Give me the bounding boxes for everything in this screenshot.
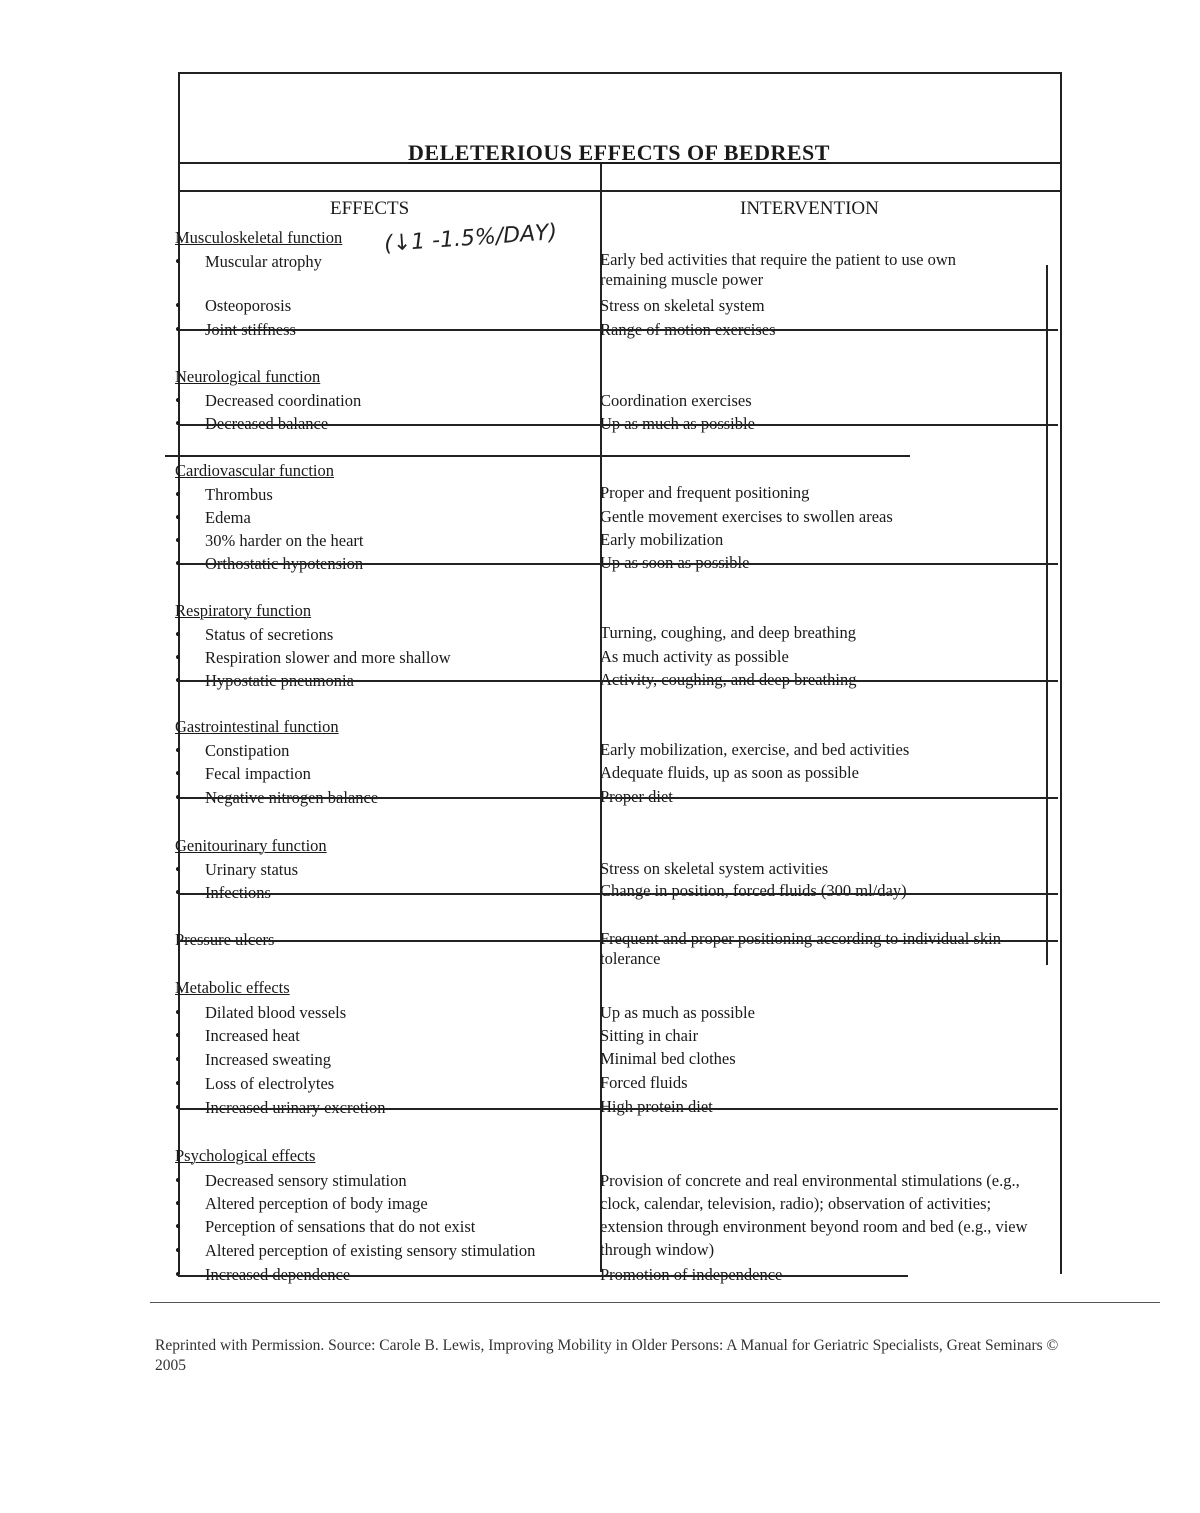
effect-item: Infections <box>205 883 271 902</box>
bottom-rule <box>178 1275 908 1277</box>
bullet: • <box>175 741 181 760</box>
effect-item: Thrombus <box>205 485 273 504</box>
effects-column-header: EFFECTS <box>330 198 410 219</box>
effect-item: Dilated blood vessels <box>205 1003 347 1022</box>
bullet: • <box>175 391 181 410</box>
category-gastrointestinal: Gastrointestinal function <box>175 717 339 736</box>
bullet: • <box>175 1194 181 1213</box>
intervention-column-header: INTERVENTION <box>740 198 879 219</box>
bullet: • <box>175 1217 181 1236</box>
bullet: • <box>175 252 181 271</box>
bullet: • <box>175 648 181 667</box>
category-psychological: Psychological effects <box>175 1146 316 1165</box>
intervention-item: Activity, coughing, and deep breathing <box>600 670 857 689</box>
intervention-item: Early bed activities that require the patient to use own remaining muscle power <box>600 250 957 289</box>
effect-item: Decreased balance <box>205 414 329 433</box>
intervention-item: High protein diet <box>600 1097 713 1116</box>
effect-item: Respiration slower and more shallow <box>205 648 451 667</box>
intervention-item: Early mobilization <box>600 530 724 549</box>
intervention-item: Change in position, forced fluids (300 ml/day) <box>600 881 907 900</box>
bullet: • <box>175 1026 181 1045</box>
effect-item: Orthostatic hypotension <box>205 554 364 573</box>
effect-item: Edema <box>205 508 251 527</box>
intervention-item: Coordination exercises <box>600 391 752 410</box>
intervention-item: Provision of concrete and real environmental stimulations (e.g., clock, calendar, television, radio); observation of activities; extension through environment beyond room and bed (e.g., view through window) <box>600 1171 1028 1259</box>
bullet: • <box>175 554 181 573</box>
bullet: • <box>175 414 181 433</box>
row-rule <box>178 1108 1058 1110</box>
category-musculoskeletal: Musculoskeletal function <box>175 228 343 247</box>
intervention-item: Adequate fluids, up as soon as possible <box>600 763 859 782</box>
effect-item: Perception of sensations that do not exist <box>205 1217 476 1236</box>
effect-item: Increased urinary excretion <box>205 1098 386 1117</box>
effect-item: Loss of electrolytes <box>205 1074 335 1093</box>
bullet: • <box>175 1050 181 1069</box>
intervention-item: Minimal bed clothes <box>600 1049 736 1068</box>
effect-item: 30% harder on the heart <box>205 531 364 550</box>
row-rule <box>178 329 1058 331</box>
effect-item: Muscular atrophy <box>205 252 322 271</box>
intervention-item: Proper and frequent positioning <box>600 483 810 502</box>
category-pressure-ulcers: Pressure ulcers <box>175 930 275 949</box>
category-neurological: Neurological function <box>175 367 321 386</box>
intervention-item: Up as soon as possible <box>600 553 750 572</box>
source-citation: Reprinted with Permission. Source: Carole B. Lewis, Improving Mobility in Older Persons: A Manual for Geriatric Specialists, Great Seminars © 2005 <box>155 1337 1059 1374</box>
row-rule <box>178 563 1058 565</box>
intervention-item: Up as much as possible <box>600 414 755 433</box>
bullet: • <box>175 671 181 690</box>
effect-item: Urinary status <box>205 860 299 879</box>
bullet: • <box>175 485 181 504</box>
effect-item: Decreased sensory stimulation <box>205 1171 407 1190</box>
intervention-item: Forced fluids <box>600 1073 688 1092</box>
row-rule <box>165 455 910 457</box>
row-rule <box>178 424 1058 426</box>
category-respiratory: Respiratory function <box>175 601 312 620</box>
intervention-item: Frequent and proper positioning according to individual skin tolerance <box>600 929 1001 968</box>
intervention-item: As much activity as possible <box>600 647 789 666</box>
intervention-item: Sitting in chair <box>600 1026 699 1045</box>
bullet: • <box>175 320 181 339</box>
row-rule <box>178 940 1058 942</box>
row-rule <box>178 893 1058 895</box>
bullet: • <box>175 531 181 550</box>
category-metabolic: Metabolic effects <box>175 978 290 997</box>
bullet: • <box>175 296 181 315</box>
intervention-item: Stress on skeletal system <box>600 296 765 315</box>
bullet: • <box>175 1098 181 1117</box>
bullet: • <box>175 508 181 527</box>
bullet: • <box>175 1241 181 1260</box>
effect-item: Altered perception of body image <box>205 1194 428 1213</box>
effect-item: Increased heat <box>205 1026 300 1045</box>
effect-item: Joint stiffness <box>205 320 296 339</box>
bullet: • <box>175 764 181 783</box>
handwritten-annotation: (↓1 -1.5%/DAY) <box>383 219 558 258</box>
intervention-item: Gentle movement exercises to swollen areas <box>600 507 893 526</box>
effect-item: Increased dependence <box>205 1265 351 1284</box>
effect-item: Increased sweating <box>205 1050 331 1069</box>
effect-item: Status of secretions <box>205 625 334 644</box>
bullet: • <box>175 1003 181 1022</box>
bullet: • <box>175 788 181 807</box>
effect-item: Fecal impaction <box>205 764 311 783</box>
bullet: • <box>175 1171 181 1190</box>
bullet: • <box>175 860 181 879</box>
intervention-item: Up as much as possible <box>600 1003 755 1022</box>
header-rule <box>178 190 1060 192</box>
row-rule <box>178 680 1058 682</box>
intervention-item: Promotion of independence <box>600 1265 783 1284</box>
bullet: • <box>175 1265 181 1284</box>
bullet: • <box>175 625 181 644</box>
row-rule <box>178 797 1058 799</box>
intervention-item: Range of motion exercises <box>600 320 776 339</box>
bullet: • <box>175 883 181 902</box>
effect-item: Constipation <box>205 741 290 760</box>
intervention-item: Stress on skeletal system activities <box>600 859 829 878</box>
page-title: DELETERIOUS EFFECTS OF BEDREST <box>408 140 830 165</box>
intervention-item: Early mobilization, exercise, and bed activities <box>600 740 910 759</box>
right-margin-rule <box>1046 265 1048 965</box>
category-genitourinary: Genitourinary function <box>175 836 327 855</box>
effect-item: Decreased coordination <box>205 391 362 410</box>
effect-item: Altered perception of existing sensory stimulation <box>205 1241 536 1260</box>
intervention-item: Proper diet <box>600 787 673 806</box>
effect-item: Negative nitrogen balance <box>205 788 379 807</box>
footer-rule <box>150 1302 1160 1303</box>
bullet: • <box>175 1074 181 1093</box>
category-cardiovascular: Cardiovascular function <box>175 461 334 480</box>
intervention-item: Turning, coughing, and deep breathing <box>600 623 857 642</box>
effect-item: Hypostatic pneumonia <box>205 671 354 690</box>
effect-item: Osteoporosis <box>205 296 292 315</box>
